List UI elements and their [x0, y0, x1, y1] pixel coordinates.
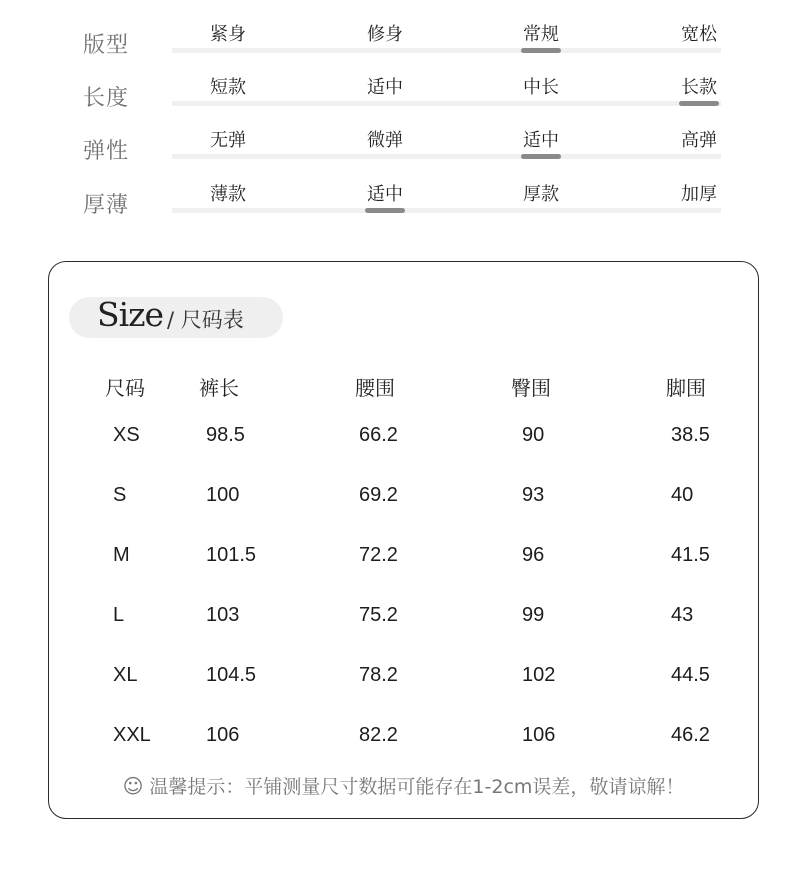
attribute-option: 厚款: [523, 184, 559, 205]
attribute-label: 厚薄: [83, 193, 130, 218]
column-header: 尺码: [105, 376, 145, 400]
column-header: 臀围: [511, 376, 551, 400]
table-cell: 82.2: [359, 724, 398, 746]
table-cell: 101.5: [206, 544, 257, 566]
table-cell: 78.2: [359, 664, 398, 686]
selected-indicator: [521, 48, 561, 53]
table-cell: 96: [522, 544, 545, 566]
table-cell: 103: [206, 604, 240, 626]
attribute-row: [0, 20, 790, 74]
table-cell: 104.5: [206, 664, 257, 686]
attribute-row: [0, 73, 790, 127]
attribute-option: 常规: [523, 24, 559, 45]
smile-icon: ☺: [122, 774, 144, 798]
table-cell: 46.2: [671, 724, 710, 746]
column-header: 腰围: [355, 376, 395, 400]
table-cell: XL: [113, 664, 138, 686]
note-text: 温馨提示：平铺测量尺寸数据可能存在1-2cm误差，敬请谅解！: [149, 776, 685, 798]
size-chart-card: [48, 261, 759, 819]
attribute-option: 加厚: [681, 184, 717, 205]
table-cell: 72.2: [359, 544, 398, 566]
table-cell: 69.2: [359, 484, 398, 506]
attribute-option: 中长: [523, 77, 559, 98]
table-cell: 40: [671, 484, 694, 506]
table-cell: M: [113, 544, 130, 566]
attribute-track: [172, 154, 721, 159]
table-cell: 41.5: [671, 544, 710, 566]
table-cell: 90: [522, 424, 545, 446]
size-chart-title: [69, 297, 283, 338]
table-cell: 38.5: [671, 424, 710, 446]
table-cell: XXL: [113, 724, 151, 746]
table-cell: 98.5: [206, 424, 245, 446]
attribute-option: 适中: [367, 184, 403, 205]
attribute-option: 短款: [210, 77, 246, 98]
attribute-label: 版型: [83, 33, 130, 58]
attribute-option: 适中: [367, 77, 403, 98]
selected-indicator: [521, 154, 561, 159]
table-cell: 100: [206, 484, 240, 506]
attribute-option: 适中: [523, 130, 559, 151]
attribute-option: 修身: [367, 24, 403, 45]
attribute-option: 长款: [681, 77, 717, 98]
size-title-word: Size: [97, 295, 164, 334]
column-header: 裤长: [199, 376, 239, 400]
attribute-option: 紧身: [210, 24, 246, 45]
column-header: 脚围: [666, 376, 706, 400]
table-cell: 106: [522, 724, 556, 746]
attribute-option: 高弹: [681, 130, 717, 151]
selected-indicator: [365, 208, 405, 213]
attribute-label: 长度: [83, 86, 130, 111]
attribute-option: 宽松: [681, 24, 717, 45]
table-cell: XS: [113, 424, 140, 446]
attribute-track: [172, 101, 721, 106]
attribute-option: 薄款: [210, 184, 246, 205]
size-title-sub: / 尺码表: [167, 308, 244, 332]
attribute-option: 无弹: [210, 130, 246, 151]
table-cell: 75.2: [359, 604, 398, 626]
table-cell: 93: [522, 484, 545, 506]
table-cell: 102: [522, 664, 556, 686]
selected-indicator: [679, 101, 719, 106]
table-cell: 43: [671, 604, 694, 626]
attribute-option: 微弹: [367, 130, 403, 151]
measurement-note: [49, 772, 758, 799]
table-cell: 44.5: [671, 664, 710, 686]
attribute-row: [0, 180, 790, 234]
table-cell: 99: [522, 604, 545, 626]
table-cell: S: [113, 484, 127, 506]
table-cell: 66.2: [359, 424, 398, 446]
table-cell: L: [113, 604, 125, 626]
table-cell: 106: [206, 724, 240, 746]
attribute-track: [172, 208, 721, 213]
attribute-row: [0, 126, 790, 180]
attribute-track: [172, 48, 721, 53]
attribute-label: 弹性: [83, 139, 130, 164]
